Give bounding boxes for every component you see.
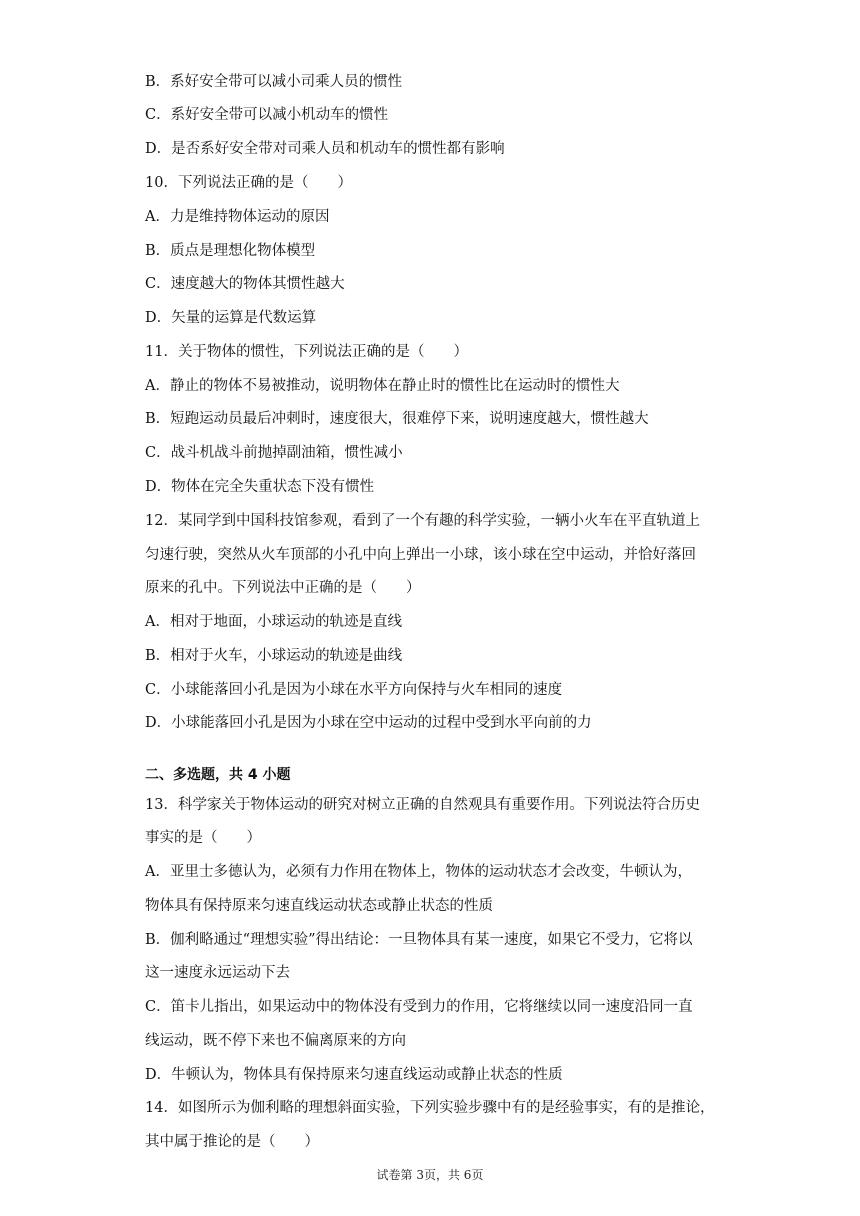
q10-option-d: D．矢量的运算是代数运算	[145, 310, 317, 326]
q13-option-a-line-2: 物体具有保持原来匀速直线运动状态或静止状态的性质	[145, 898, 493, 914]
q12-option-c: C．小球能落回小孔是因为小球在水平方向保持与火车相同的速度	[145, 682, 563, 698]
q13-option-c-line-1: C．笛卡儿指出，如果运动中的物体没有受到力的作用，它将继续以同一速度沿同一直	[145, 999, 693, 1015]
page-footer: 试卷第 3页，共 6页	[376, 1168, 484, 1182]
q9-option-b: B．系好安全带可以减小司乘人员的惯性	[145, 74, 403, 90]
q10-option-b: B．质点是理想化物体模型	[145, 243, 316, 259]
q12-stem-line-3: 原来的孔中。下列说法中正确的是（ ）	[145, 580, 421, 596]
q13-option-b-line-2: 这一速度永远运动下去	[145, 965, 290, 981]
q11-option-c: C．战斗机战斗前抛掉副油箱，惯性减小	[145, 445, 403, 461]
q13-stem-line-2: 事实的是（ ）	[145, 830, 261, 846]
q13-stem-line-1: 13．科学家关于物体运动的研究对树立正确的自然观具有重要作用。下列说法符合历史	[145, 797, 700, 813]
q10-option-c: C．速度越大的物体其惯性越大	[145, 276, 345, 292]
q11-option-a: A．静止的物体不易被推动，说明物体在静止时的惯性比在运动时的惯性大	[145, 378, 620, 394]
q12-option-d: D．小球能落回小孔是因为小球在空中运动的过程中受到水平向前的力	[145, 715, 592, 731]
q12-option-b: B．相对于火车，小球运动的轨迹是曲线	[145, 648, 403, 664]
q10-option-a: A．力是维持物体运动的原因	[145, 209, 330, 225]
section-heading-multiple-choice: 二、多选题，共 4 小题	[145, 767, 291, 783]
q13-option-c-line-2: 线运动，既不停下来也不偏离原来的方向	[145, 1033, 406, 1049]
q14-stem-line-1: 14．如图所示为伽利略的理想斜面实验，下列实验步骤中有的是经验事实，有的是推论，	[145, 1100, 715, 1116]
q12-stem-line-1: 12．某同学到中国科技馆参观，看到了一个有趣的科学实验，一辆小火车在平直轨道上	[145, 513, 700, 529]
q14-stem-line-2: 其中属于推论的是（ ）	[145, 1134, 319, 1150]
q11-option-b: B．短跑运动员最后冲刺时，速度很大，很难停下来，说明速度越大，惯性越大	[145, 411, 649, 427]
q11-stem: 11．关于物体的惯性，下列说法正确的是（ ）	[145, 344, 468, 360]
q13-option-a-line-1: A．亚里士多德认为，必须有力作用在物体上，物体的运动状态才会改变，牛顿认为，	[145, 864, 692, 880]
q11-option-d: D．物体在完全失重状态下没有惯性	[145, 479, 375, 495]
q13-option-b-line-1: B．伽利略通过“理想实验”得出结论：一旦物体具有某一速度，如果它不受力，它将以	[145, 932, 693, 948]
q12-option-a: A．相对于地面，小球运动的轨迹是直线	[145, 614, 402, 630]
q9-option-c: C．系好安全带可以减小机动车的惯性	[145, 107, 389, 123]
q10-stem: 10．下列说法正确的是（ ）	[145, 175, 352, 191]
q12-stem-line-2: 匀速行驶，突然从火车顶部的小孔中向上弹出一小球，该小球在空中运动，并恰好落回	[145, 547, 696, 563]
q13-option-d: D．牛顿认为，物体具有保持原来匀速直线运动或静止状态的性质	[145, 1067, 563, 1083]
q9-option-d: D．是否系好安全带对司乘人员和机动车的惯性都有影响	[145, 141, 505, 157]
